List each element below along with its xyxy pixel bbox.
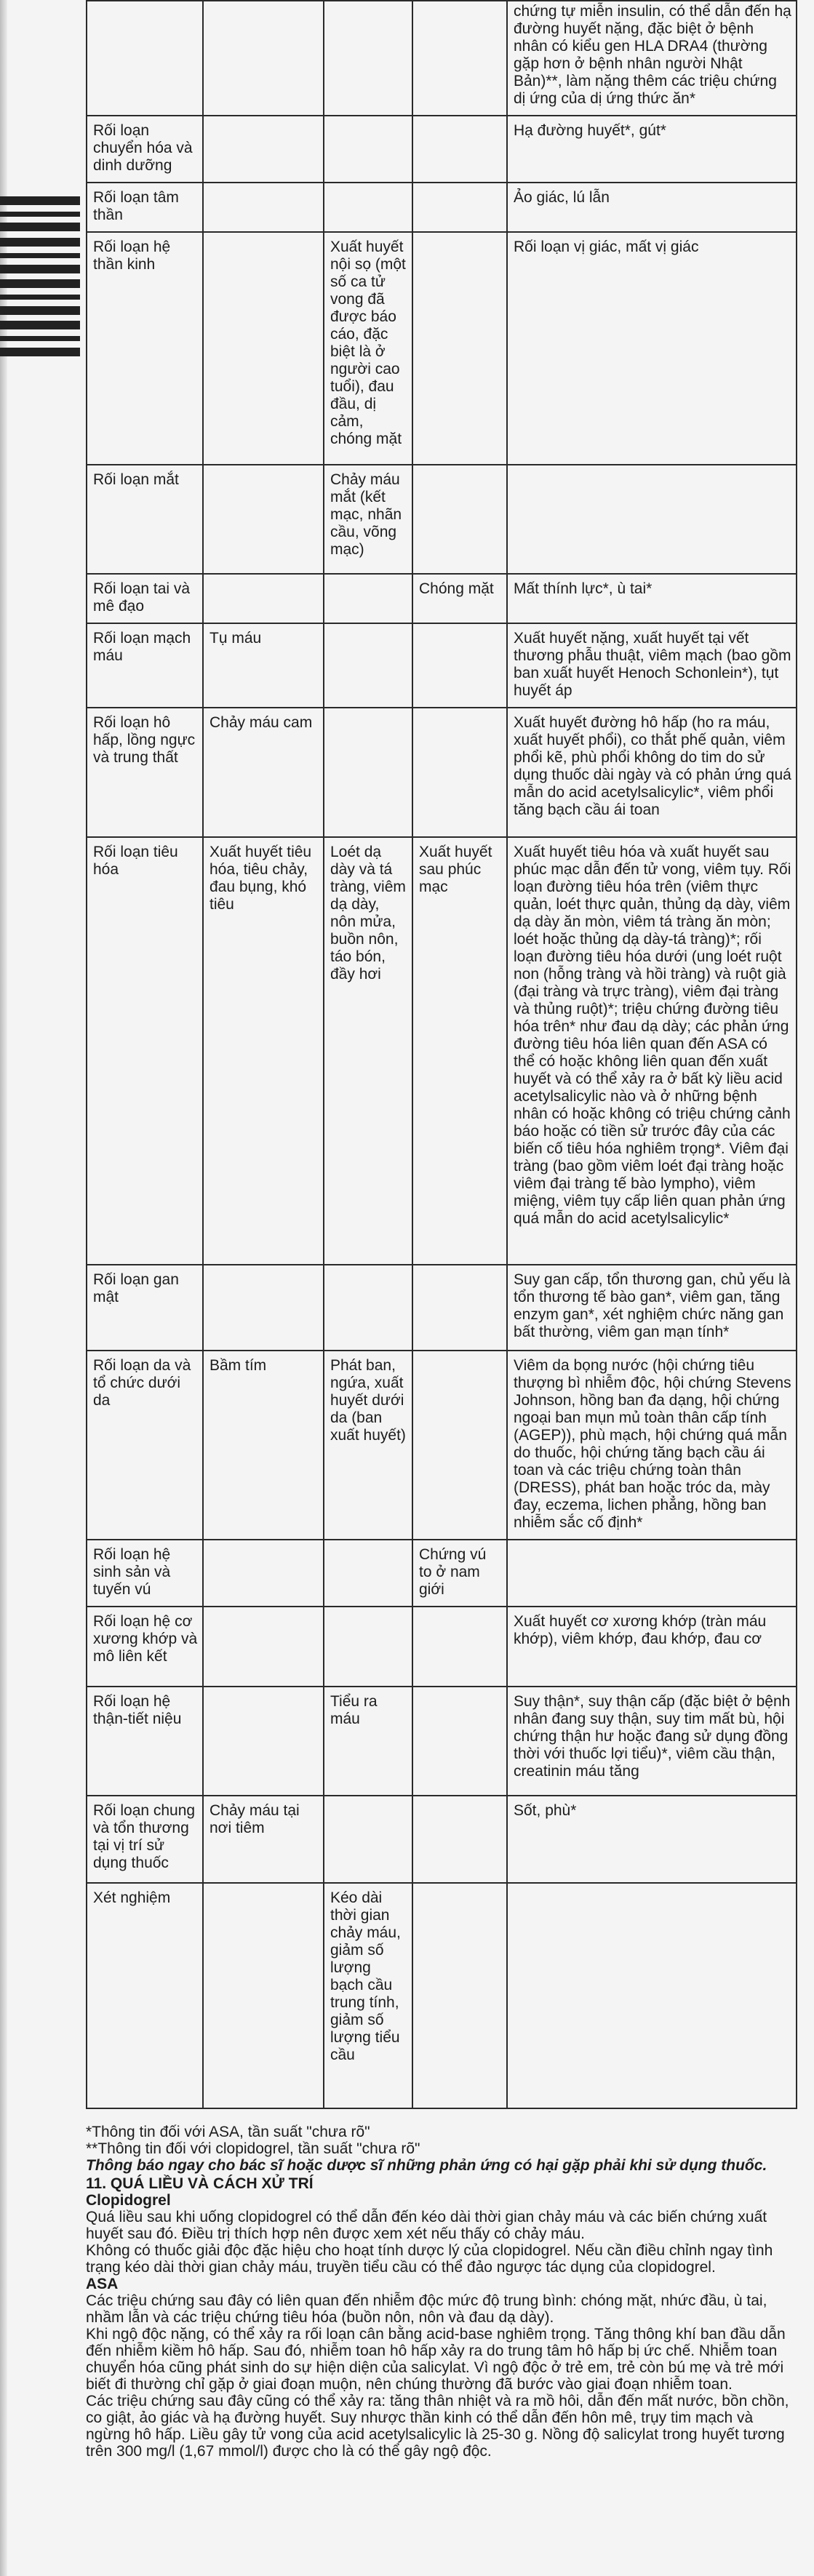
organ-class-cell: Rối loạn chung và tổn thương tại vị trí sử dụng thuốc [87, 1796, 203, 1883]
frequency-cell: Kéo dài thời gian chảy máu, giảm số lượng bạch cầu trung tính, giảm số lượng tiểu cầu [324, 1883, 412, 2108]
table-row [87, 1883, 797, 2108]
table-row [87, 1351, 797, 1540]
frequency-cell [203, 1607, 324, 1687]
frequency-cell [203, 183, 324, 232]
frequency-cell [324, 1265, 412, 1351]
table-row [87, 183, 797, 232]
frequency-cell: Bầm tím [203, 1351, 324, 1540]
organ-class-cell: Rối loạn hệ sinh sản và tuyến vú [87, 1540, 203, 1607]
document-page [86, 0, 799, 2460]
table-row [87, 1687, 797, 1796]
table-row [87, 465, 797, 574]
organ-class-cell: Rối loạn hệ thận-tiết niệu [87, 1687, 203, 1796]
frequency-cell [507, 1883, 797, 2108]
asa-paragraph-1: Các triệu chứng sau đây có liên quan đến nhiễm độc mức độ trung bình: chóng mặt, nhức đầu, ù tai, nhầm lẫn và các triệu chứng tiêu hóa (buồn nôn, nôn và đau dạ dày). [86, 2292, 767, 2326]
table-row [87, 623, 797, 708]
organ-class-cell: Rối loạn tai và mê đạo [87, 574, 203, 623]
section-heading-overdose: 11. QUÁ LIỀU VÀ CÁCH XỬ TRÍ [86, 2175, 314, 2192]
organ-class-cell: Rối loạn hệ thần kinh [87, 232, 203, 465]
table-row [87, 1607, 797, 1687]
organ-class-cell [87, 1, 203, 116]
frequency-cell: Tụ máu [203, 623, 324, 708]
frequency-cell: Xuất huyết tiêu hóa, tiêu chảy, đau bụng, khó tiêu [203, 837, 324, 1265]
footnotes [86, 2124, 799, 2460]
clopidogrel-paragraph-2: Không có thuốc giải độc đặc hiệu cho hoạt tính dược lý của clopidogrel. Nếu cần điều chỉnh ngay tình trạng kéo dài thời gian chảy máu, truyền tiểu cầu có thể đảo ngược tác dụng của clopidogrel. [86, 2242, 773, 2276]
frequency-cell [203, 116, 324, 183]
frequency-cell [507, 1540, 797, 1607]
frequency-cell: Xuất huyết cơ xương khớp (tràn máu khớp), viêm khớp, đau khớp, đau cơ [507, 1607, 797, 1687]
frequency-cell [203, 465, 324, 574]
organ-class-cell: Rối loạn tiêu hóa [87, 837, 203, 1265]
pharmacode-bars [0, 196, 80, 356]
frequency-cell [412, 1, 507, 116]
frequency-cell: Viêm da bọng nước (hội chứng tiêu thượng bì nhiễm độc, hội chứng Stevens Johnson, hồng ban đa dạng, hội chứng ngoại ban mụn mủ toàn thân cấp tính (AGEP)), phù mạch, hội chứng quá mẫn do thuốc, hội chứng tăng bạch cầu ái toan và các triệu chứng toàn thân (DRESS), phát ban hoặc tróc da, mày đay, eczema, lichen phẳng, hồng ban nhiễm sắc cố định* [507, 1351, 797, 1540]
table-row [87, 1265, 797, 1351]
frequency-cell: Suy thận*, suy thận cấp (đặc biệt ở bệnh nhân đang suy thận, suy tim mất bù, hội chứng thận hư hoặc đang sử dụng đồng thời với thuốc lợi tiểu)*, viêm cầu thận, creatinin máu tăng [507, 1687, 797, 1796]
frequency-cell: Chứng vú to ở nam giới [412, 1540, 507, 1607]
clopidogrel-paragraph-1: Quá liều sau khi uống clopidogrel có thể dẫn đến kéo dài thời gian chảy máu và các biến chứng xuất huyết sau đó. Điều trị thích hợp nên được xem xét nếu thấy có chảy máu. [86, 2209, 767, 2242]
frequency-cell [324, 183, 412, 232]
frequency-cell [203, 1265, 324, 1351]
footnote-clopidogrel: **Thông tin đối với clopidogrel, tần suất "chưa rõ" [86, 2140, 420, 2157]
organ-class-cell: Xét nghiệm [87, 1883, 203, 2108]
frequency-cell: Xuất huyết sau phúc mạc [412, 837, 507, 1265]
frequency-cell [412, 1351, 507, 1540]
table-row [87, 232, 797, 465]
frequency-cell [324, 1540, 412, 1607]
organ-class-cell: Rối loạn chuyển hóa và dinh dưỡng [87, 116, 203, 183]
frequency-cell [412, 1796, 507, 1883]
frequency-cell [412, 623, 507, 708]
frequency-cell: Xuất huyết nội sọ (một số ca tử vong đã được báo cáo, đặc biệt là ở người cao tuổi), đau đầu, dị cảm, chóng mặt [324, 232, 412, 465]
frequency-cell [507, 465, 797, 574]
frequency-cell: Loét dạ dày và tá tràng, viêm dạ dày, nôn mửa, buồn nôn, táo bón, đầy hơi [324, 837, 412, 1265]
frequency-cell: Suy gan cấp, tổn thương gan, chủ yếu là tổn thương tế bào gan*, viêm gan, tăng enzym gan*, xét nghiệm chức năng gan bất thường, viêm gan mạn tính* [507, 1265, 797, 1351]
frequency-cell: Phát ban, ngứa, xuất huyết dưới da (ban xuất huyết) [324, 1351, 412, 1540]
frequency-cell [324, 1796, 412, 1883]
frequency-cell: Xuất huyết tiêu hóa và xuất huyết sau phúc mạc dẫn đến tử vong, viêm tụy. Rối loạn đường tiêu hóa trên (viêm thực quản, loét thực quản, thủng dạ dày, viêm dạ dày ăn mòn, viêm tá tràng ăn mòn; loét hoặc thủng dạ dày-tá tràng)*; rối loạn đường tiêu hóa dưới (ung loét ruột non (hỗng tràng và hồi tràng) và ruột già (đại tràng và trực tràng), viêm đại tràng và thủng ruột)*; triệu chứng đường tiêu hóa trên* như đau dạ dày; các phản ứng đường tiêu hóa liên quan đến ASA có thể có hoặc không liên quan đến xuất huyết và có thể xảy ra ở bất kỳ liều acid acetylsalicylic nào và ở những bệnh nhân có hoặc không có triệu chứng cảnh báo hoặc có tiền sử trước đây của các biến cố tiêu hóa nghiêm trọng*. Viêm đại tràng (bao gồm viêm loét đại tràng hoặc viêm đại tràng tế bào lympho), viêm miệng, viêm tụy cấp liên quan phản ứng quá mẫn do acid acetylsalicylic* [507, 837, 797, 1265]
frequency-cell: Tiểu ra máu [324, 1687, 412, 1796]
asa-paragraph-2: Khi ngộ độc nặng, có thể xảy ra rối loạn cân bằng acid-base nghiêm trọng. Tăng thông khí ban đầu dẫn đến nhiễm kiềm hô hấp. Sau đó, nhiễm toan hô hấp xảy ra do trung tâm hô hấp bị ức chế. Nhiễm toan chuyển hóa cũng phát sinh do sự hiện diện của salicylat. Vì ngộ độc ở trẻ em, trẻ còn bú mẹ và trẻ mới biết đi thường chỉ gặp ở giai đoạn muộn, nên chúng thường đã bước vào giai đoạn nhiễm toan. [86, 2326, 786, 2393]
page-left-edge [0, 0, 7, 2576]
frequency-cell [412, 1265, 507, 1351]
frequency-cell [203, 574, 324, 623]
frequency-cell [412, 116, 507, 183]
frequency-cell: Sốt, phù* [507, 1796, 797, 1883]
frequency-cell: chứng tự miễn insulin, có thể dẫn đến hạ đường huyết nặng, đặc biệt ở bệnh nhân có kiểu gen HLA DRA4 (thường gặp hơn ở bệnh nhân người Nhật Bản)**, làm nặng thêm các triệu chứng dị ứng của dị ứng thức ăn* [507, 1, 797, 116]
side-effects-table-body [87, 1, 797, 2108]
frequency-cell [203, 232, 324, 465]
report-warning: Thông báo ngay cho bác sĩ hoặc dược sĩ những phản ứng có hại gặp phải khi sử dụng thuốc. [86, 2157, 767, 2174]
frequency-cell [412, 1883, 507, 2108]
table-row [87, 708, 797, 837]
frequency-cell [203, 1687, 324, 1796]
frequency-cell [203, 1, 324, 116]
frequency-cell [412, 1687, 507, 1796]
footnote-asa: *Thông tin đối với ASA, tần suất "chưa rõ" [86, 2124, 370, 2140]
table-row [87, 1, 797, 116]
table-row [87, 1540, 797, 1607]
frequency-cell: Xuất huyết nặng, xuất huyết tại vết thương phẫu thuật, viêm mạch (bao gồm ban xuất huyết Henoch Schonlein*), tụt huyết áp [507, 623, 797, 708]
frequency-cell: Chảy máu mắt (kết mạc, nhãn cầu, võng mạc) [324, 465, 412, 574]
frequency-cell [324, 623, 412, 708]
frequency-cell: Chảy máu cam [203, 708, 324, 837]
frequency-cell: Ảo giác, lú lẫn [507, 183, 797, 232]
frequency-cell [324, 708, 412, 837]
frequency-cell: Mất thính lực*, ù tai* [507, 574, 797, 623]
frequency-cell: Chóng mặt [412, 574, 507, 623]
frequency-cell [324, 1607, 412, 1687]
organ-class-cell: Rối loạn hô hấp, lồng ngực và trung thất [87, 708, 203, 837]
frequency-cell: Chảy máu tại nơi tiêm [203, 1796, 324, 1883]
organ-class-cell: Rối loạn hệ cơ xương khớp và mô liên kết [87, 1607, 203, 1687]
table-row [87, 116, 797, 183]
organ-class-cell: Rối loạn tâm thần [87, 183, 203, 232]
organ-class-cell: Rối loạn mắt [87, 465, 203, 574]
asa-paragraph-3: Các triệu chứng sau đây cũng có thể xảy ra: tăng thân nhiệt và ra mồ hôi, dẫn đến mất nước, bồn chồn, co giật, ảo giác và hạ đường huyết. Suy nhược thần kinh có thể dẫn đến hôn mê, trụy tim mạch và ngừng hô hấp. Liều gây tử vong của acid acetylsalicylic là 25-30 g. Nồng độ salicylat trong huyết tương trên 300 mg/l (1,67 mmol/l) được cho là có thể gây ngộ độc. [86, 2393, 789, 2460]
subheading-asa: ASA [86, 2276, 119, 2292]
frequency-cell [412, 1607, 507, 1687]
frequency-cell [412, 465, 507, 574]
frequency-cell [203, 1540, 324, 1607]
table-row [87, 1796, 797, 1883]
frequency-cell [324, 1, 412, 116]
organ-class-cell: Rối loạn mạch máu [87, 623, 203, 708]
side-effects-table [86, 0, 797, 2109]
frequency-cell [324, 574, 412, 623]
table-row [87, 837, 797, 1265]
organ-class-cell: Rối loạn gan mật [87, 1265, 203, 1351]
frequency-cell [412, 232, 507, 465]
subheading-clopidogrel: Clopidogrel [86, 2192, 171, 2209]
frequency-cell [203, 1883, 324, 2108]
frequency-cell: Xuất huyết đường hô hấp (ho ra máu, xuất huyết phổi), co thắt phế quản, viêm phổi kẽ, phù phổi không do tim do sử dụng thuốc dài ngày và có phản ứng quá mẫn do acid acetylsalicylic*, viêm phổi tăng bạch cầu ái toan [507, 708, 797, 837]
frequency-cell [412, 708, 507, 837]
frequency-cell [324, 116, 412, 183]
frequency-cell [412, 183, 507, 232]
frequency-cell: Rối loạn vị giác, mất vị giác [507, 232, 797, 465]
frequency-cell: Hạ đường huyết*, gút* [507, 116, 797, 183]
table-row [87, 574, 797, 623]
organ-class-cell: Rối loạn da và tổ chức dưới da [87, 1351, 203, 1540]
